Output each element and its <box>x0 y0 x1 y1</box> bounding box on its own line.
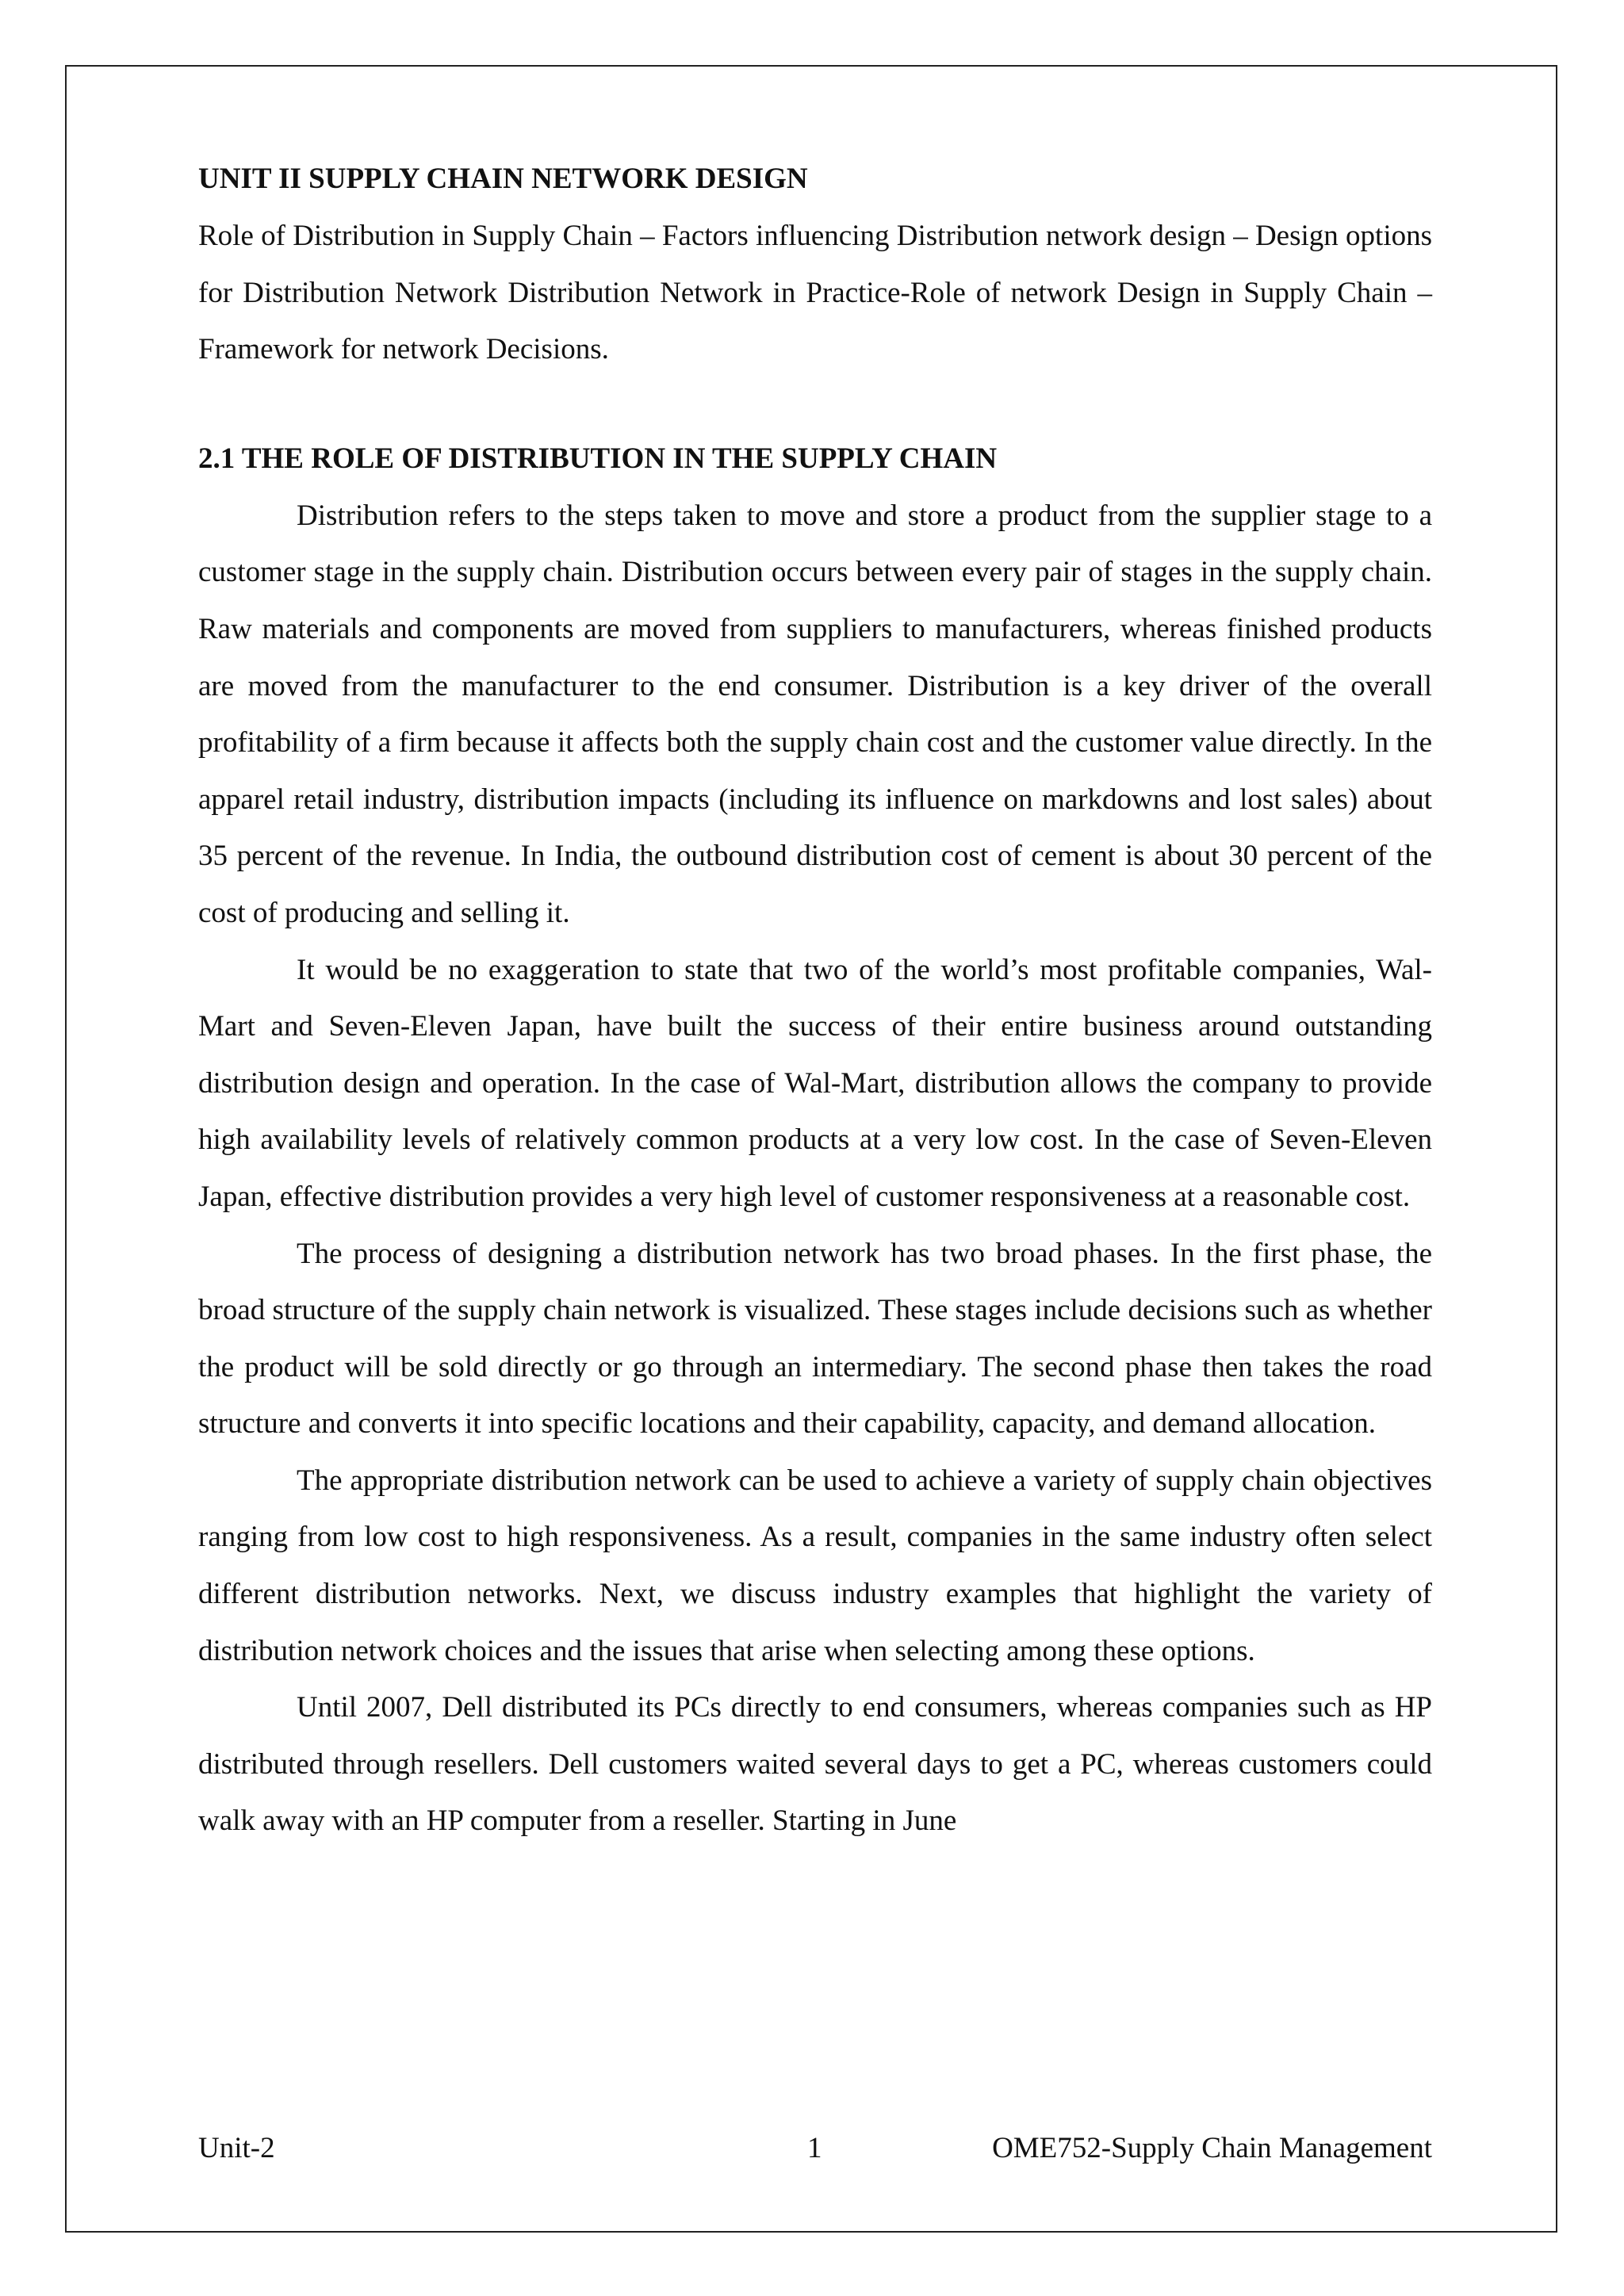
document-body <box>198 151 1432 1850</box>
page-footer <box>198 2125 1432 2172</box>
footer-unit-label: Unit-2 <box>198 2132 275 2164</box>
paragraph: It would be no exaggeration to state that two of the world’s most profitable companies, Wal-Mart and Seven-Eleven Japan, have built the success of their entire business around outstanding distribution design and operation. In the case of Wal-Mart, distribution allows the company to provide high availability levels of relatively common products at a very low cost. In the case of Seven-Eleven Japan, effective distribution provides a very high level of customer responsiveness at a reasonable cost. <box>198 953 1432 1213</box>
unit-title: UNIT II SUPPLY CHAIN NETWORK DESIGN <box>198 163 808 195</box>
paragraph: The process of designing a distribution network has two broad phases. In the first phase, the broad structure of the supply chain network is visualized. These stages include decisions such as whether the product will be sold directly or go through an intermediary. The second phase then takes the road structure and converts it into specific locations and their capability, capacity, and demand allocation. <box>198 1237 1432 1441</box>
paragraph: Distribution refers to the steps taken to move and store a product from the supplier stage to a customer stage in the supply chain. Distribution occurs between every pair of stages in the supply chain. Raw materials and components are moved from suppliers to manufacturers, whereas finished products are moved from the manufacturer to the end consumer. Distribution is a key driver of the overall profitability of a firm because it affects both the supply chain cost and the customer value directly. In the apparel retail industry, distribution impacts (including its influence on markdowns and lost sales) about 35 percent of the revenue. In India, the outbound distribution cost of cement is about 30 percent of the cost of producing and selling it. <box>198 499 1432 929</box>
section-spacer <box>198 378 1432 430</box>
paragraph: Until 2007, Dell distributed its PCs directly to end consumers, whereas companies such as HP distributed through resellers. Dell customers waited several days to get a PC, whereas customers could walk away with an HP computer from a reseller. Starting in June <box>198 1691 1432 1838</box>
section-title: 2.1 THE ROLE OF DISTRIBUTION IN THE SUPPLY CHAIN <box>198 442 998 475</box>
paragraph: The appropriate distribution network can be used to achieve a variety of supply chain objectives ranging from low cost to high responsiveness. As a result, companies in the same industry often select different distribution networks. Next, we discuss industry examples that highlight the variety of distribution network choices and the issues that arise when selecting among these options. <box>198 1464 1432 1667</box>
unit-syllabus: Role of Distribution in Supply Chain – Factors influencing Distribution network design – Design options for Distribution Network Distribution Network in Practice-Role of network Design in Supply Chain – Framework for network Decisions. <box>198 220 1432 366</box>
footer-course-title: OME752-Supply Chain Management <box>992 2132 1432 2164</box>
footer-page-number: 1 <box>807 2132 822 2164</box>
